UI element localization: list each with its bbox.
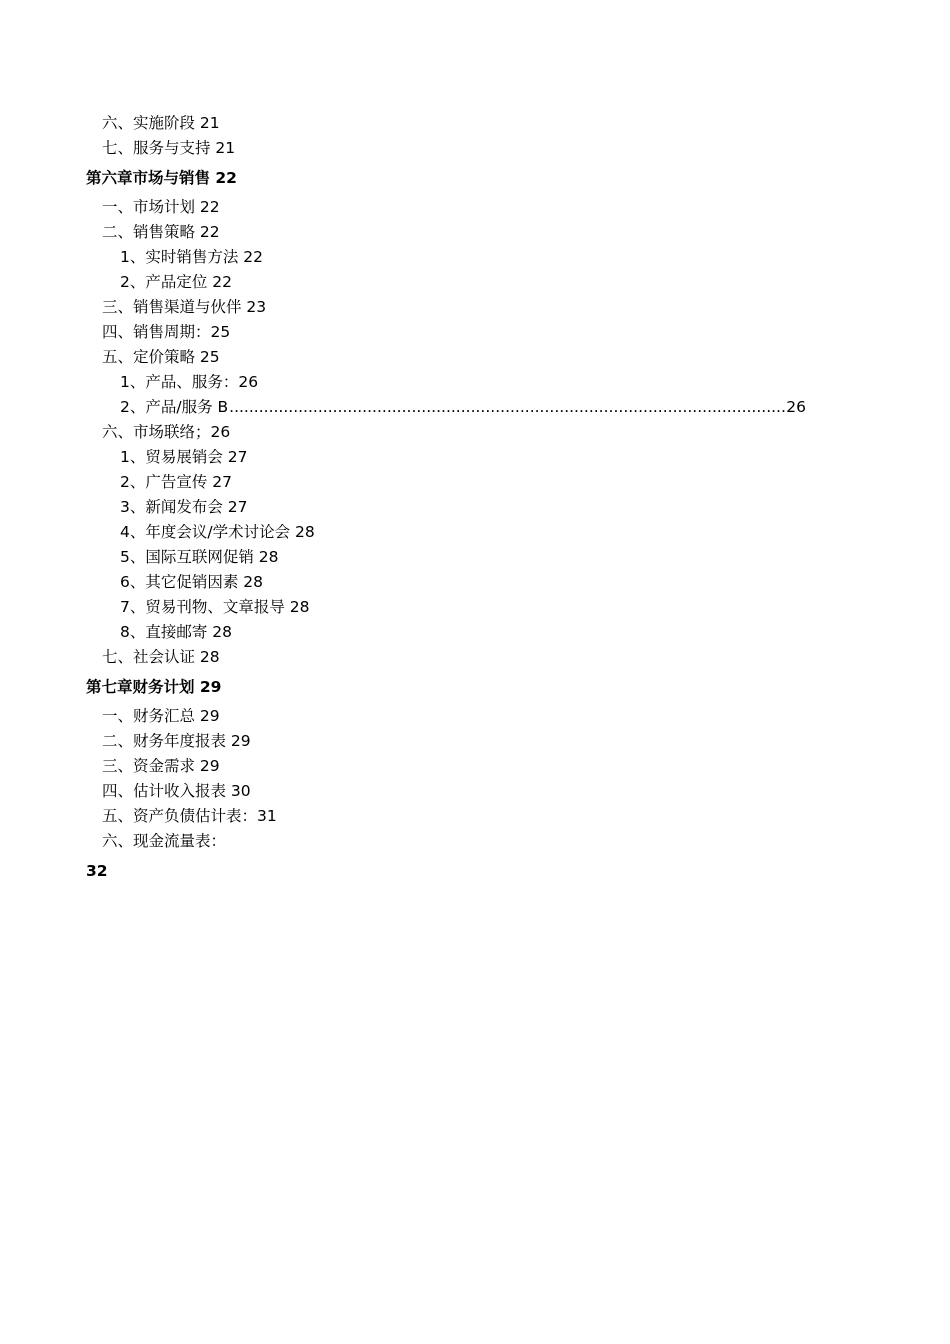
toc-page-number-wrapped: 32 (86, 862, 108, 880)
toc-subentry: 1、产品、服务：26 (120, 373, 259, 391)
toc-subentry: 3、新闻发布会 27 (120, 498, 248, 516)
table-of-contents (0, 111, 950, 888)
toc-entry: 七、服务与支持 21 (102, 139, 236, 157)
dot-leader (229, 395, 785, 420)
toc-entry: 七、社会认证 28 (102, 648, 220, 666)
toc-subentry: 5、国际互联网促销 28 (120, 548, 279, 566)
toc-entry: 四、销售周期：25 (102, 323, 231, 341)
toc-subentry: 1、实时销售方法 22 (120, 248, 264, 266)
toc-subentry: 2、产品定位 22 (120, 273, 233, 291)
toc-entry: 一、财务汇总 29 (102, 707, 220, 725)
toc-page-number: 26 (786, 398, 806, 416)
toc-subentry: 1、贸易展销会 27 (120, 448, 248, 466)
toc-subentry: 8、直接邮寄 28 (120, 623, 233, 641)
toc-subentry: 4、年度会议/学术讨论会 28 (120, 523, 315, 541)
toc-subentry-with-leader (0, 395, 806, 420)
toc-entry: 五、资产负债估计表：31 (102, 807, 277, 825)
toc-entry: 三、销售渠道与伙伴 23 (102, 298, 267, 316)
toc-chapter-heading: 第七章财务计划 29 (86, 678, 222, 696)
toc-subentry: 6、其它促销因素 28 (120, 573, 264, 591)
toc-entry: 二、销售策略 22 (102, 223, 220, 241)
toc-entry: 六、实施阶段 21 (102, 114, 220, 132)
toc-entry: 五、定价策略 25 (102, 348, 220, 366)
toc-entry: 四、估计收入报表 30 (102, 782, 251, 800)
toc-subentry: 2、广告宣传 27 (120, 473, 233, 491)
toc-subentry: 7、贸易刊物、文章报导 28 (120, 598, 310, 616)
toc-entry: 二、财务年度报表 29 (102, 732, 251, 750)
toc-entry: 六、现金流量表： (102, 832, 227, 850)
toc-chapter-heading: 第六章市场与销售 22 (86, 169, 237, 187)
toc-entry: 一、市场计划 22 (102, 198, 220, 216)
toc-entry: 三、资金需求 29 (102, 757, 220, 775)
toc-entry-title: 2、产品/服务 B (120, 398, 229, 416)
toc-entry: 六、市场联络；26 (102, 423, 231, 441)
